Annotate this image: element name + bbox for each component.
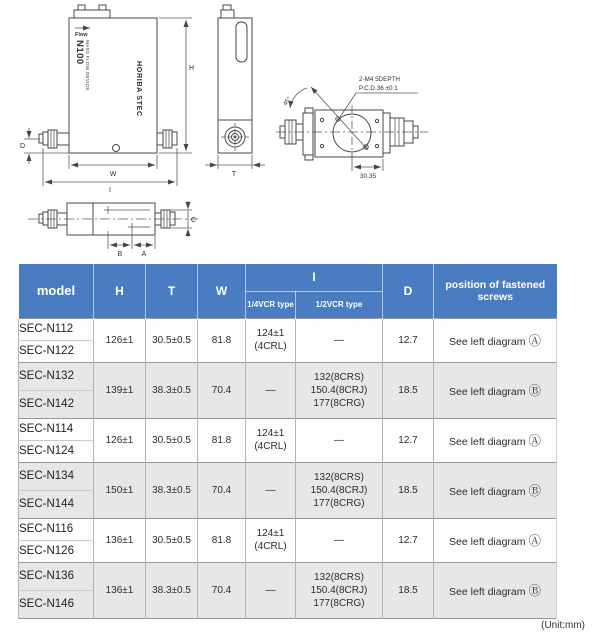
inlet-fitting [280, 108, 313, 160]
w-cell: 81.8 [198, 318, 246, 362]
mount-hole [113, 145, 120, 152]
col-header-position [434, 264, 557, 318]
table-row [19, 318, 557, 340]
screw-note-line2: P.C.D.36 ±0.1 [359, 85, 398, 92]
i-quarter-cell: 124±1 (4CRL) [246, 318, 296, 362]
screw-position-marks [104, 206, 150, 231]
t-cell: 38.3±0.5 [146, 462, 198, 518]
w-cell: 81.8 [198, 418, 246, 462]
col-header-d: D [383, 264, 434, 318]
top-connector [74, 10, 110, 18]
model-cell: SEC-N136 [19, 562, 94, 590]
model-cell: SEC-N124 [19, 440, 94, 462]
col-header-i-half: 1/2VCR type [296, 291, 383, 318]
left-fitting [39, 130, 69, 148]
device-base [315, 110, 383, 157]
col-header-w: W [198, 264, 246, 318]
i-quarter-cell: — [246, 462, 296, 518]
i-half-cell: 132(8CRS) 150.4(8CRJ) 177(8CRG) [296, 362, 383, 418]
model-cell: SEC-N134 [19, 462, 94, 490]
dim-a-label: A [141, 251, 147, 258]
table-row [19, 562, 557, 590]
model-cell: SEC-N146 [19, 590, 94, 618]
i-half-cell: 132(8CRS) 150.4(8CRJ) 177(8CRG) [296, 462, 383, 518]
col-header-h: H [94, 264, 146, 318]
device-label: MASS FLOW DEVICE [85, 40, 90, 91]
unit-note: (Unit:mm) [541, 620, 585, 631]
model-cell: SEC-N114 [19, 418, 94, 440]
bottom-view [28, 201, 198, 258]
position-header-line2: screws [477, 290, 514, 303]
h-cell: 139±1 [94, 362, 146, 418]
dim-3035-label: 30.35 [359, 173, 377, 180]
t-cell: 38.3±0.5 [146, 362, 198, 418]
screw-position-cell: See left diagram Ⓑ [434, 562, 557, 618]
i-half-cell: — [296, 318, 383, 362]
d-cell: 18.5 [383, 362, 434, 418]
d-cell: 12.7 [383, 318, 434, 362]
screw-position-cell: See left diagram Ⓐ [434, 418, 557, 462]
h-cell: 150±1 [94, 462, 146, 518]
leader-line [340, 93, 356, 117]
model-cell: SEC-N144 [19, 490, 94, 518]
i-quarter-cell: 124±1 (4CRL) [246, 518, 296, 562]
d-cell: 18.5 [383, 462, 434, 518]
h-cell: 126±1 [94, 318, 146, 362]
t-cell: 30.5±0.5 [146, 318, 198, 362]
t-cell: 30.5±0.5 [146, 418, 198, 462]
brand-label: HORIBA STEC [135, 61, 144, 117]
flow-label: Flow [75, 32, 88, 38]
position-header-line1: position of fastened [445, 278, 546, 291]
i-half-cell: 132(8CRS) 150.4(8CRJ) 177(8CRG) [296, 562, 383, 618]
right-fitting [157, 130, 177, 148]
model-cell: SEC-N122 [19, 340, 94, 362]
d-cell: 12.7 [383, 518, 434, 562]
d-cell: 18.5 [383, 562, 434, 618]
front-view [20, 5, 194, 194]
screw-note-line1: 2-M4 5DEPTH [359, 76, 400, 83]
col-header-model: model [19, 264, 94, 318]
col-header-i: I [246, 264, 383, 291]
i-half-cell: — [296, 518, 383, 562]
dimension-spec-table [18, 264, 557, 619]
dim-h-label: H [189, 65, 195, 72]
model-cell: SEC-N116 [19, 518, 94, 540]
screw-position-cell: See left diagram Ⓐ [434, 318, 557, 362]
i-quarter-cell: — [246, 362, 296, 418]
t-cell: 38.3±0.5 [146, 562, 198, 618]
angle-label: 45° [282, 96, 293, 108]
model-cell: SEC-N112 [19, 318, 94, 340]
side-view [205, 5, 265, 178]
model-label: N100 [74, 40, 85, 65]
w-cell: 70.4 [198, 362, 246, 418]
h-cell: 136±1 [94, 562, 146, 618]
pcd-view [276, 76, 428, 180]
t-cell: 30.5±0.5 [146, 518, 198, 562]
i-quarter-cell: — [246, 562, 296, 618]
screw-position-cell: See left diagram Ⓐ [434, 518, 557, 562]
side-slot [236, 22, 247, 62]
d-cell: 12.7 [383, 418, 434, 462]
table-row [19, 362, 557, 390]
dim-c-label: C [191, 217, 197, 224]
model-cell: SEC-N142 [19, 390, 94, 418]
angle-arc [290, 88, 307, 108]
i-half-cell: — [296, 418, 383, 462]
model-cell: SEC-N126 [19, 540, 94, 562]
screw-position-cell: See left diagram Ⓑ [434, 362, 557, 418]
h-cell: 126±1 [94, 418, 146, 462]
dim-w-label: W [109, 171, 117, 178]
col-header-i-quarter: 1/4VCR type [246, 291, 296, 318]
table-row [19, 518, 557, 540]
technical-drawing [0, 0, 611, 262]
w-cell: 70.4 [198, 562, 246, 618]
dim-d-label: D [19, 143, 25, 150]
h-cell: 136±1 [94, 518, 146, 562]
pcd-diagonal [311, 87, 368, 150]
model-cell: SEC-N132 [19, 362, 94, 390]
header-row [19, 264, 557, 291]
dim-b-label: B [117, 251, 123, 258]
w-cell: 81.8 [198, 518, 246, 562]
table-row [19, 462, 557, 490]
w-cell: 70.4 [198, 462, 246, 518]
dim-t-label: T [231, 171, 237, 178]
i-quarter-cell: 124±1 (4CRL) [246, 418, 296, 462]
col-header-t: T [146, 264, 198, 318]
outlet-fitting [383, 113, 418, 153]
screw-position-cell: See left diagram Ⓑ [434, 462, 557, 518]
table-row [19, 418, 557, 440]
dim-i-label: I [109, 187, 111, 194]
